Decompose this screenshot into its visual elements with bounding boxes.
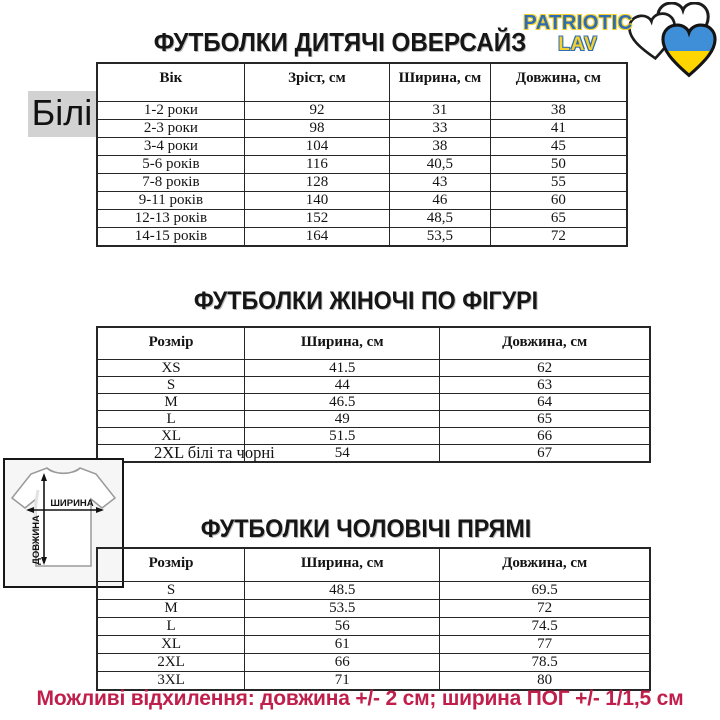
table-title-kids: ФУТБОЛКИ ДИТЯЧІ ОВЕРСАЙЗ: [153, 27, 527, 57]
table-cell: XS: [97, 359, 245, 376]
table-row: [97, 410, 650, 427]
table-cell: 66: [245, 653, 440, 671]
table-cell: 7-8 років: [97, 173, 244, 191]
table-title-men: ФУТБОЛКИ ЧОЛОВІЧІ ПРЯМІ: [200, 515, 532, 543]
table-cell: 98: [244, 119, 389, 137]
table-cell: 41.5: [245, 359, 440, 376]
table-cell: XL: [97, 635, 245, 653]
table-row: [97, 101, 627, 119]
column-header: Довжина, см: [440, 548, 650, 581]
table-cell: 46.5: [245, 393, 440, 410]
column-header: Вік: [97, 63, 244, 101]
brand-logo-line2: LAV: [558, 34, 598, 55]
table-cell: 2XL білі та чорні: [97, 444, 245, 462]
table-cell: 56: [245, 617, 440, 635]
table-row: [97, 359, 650, 376]
column-header: Довжина, см: [490, 63, 627, 101]
table-row: [97, 599, 650, 617]
column-header: Ширина, см: [245, 327, 440, 359]
table-cell: 74.5: [440, 617, 650, 635]
table-cell: 38: [390, 137, 491, 155]
table-cell: 164: [244, 227, 389, 246]
table-cell: 80: [440, 671, 650, 690]
kids-size-table-wrap: [96, 62, 628, 247]
table-cell: M: [97, 393, 245, 410]
table-cell: 43: [390, 173, 491, 191]
column-header: Довжина, см: [440, 327, 650, 359]
table-row: [97, 227, 627, 246]
table-cell: 45: [490, 137, 627, 155]
table-cell: M: [97, 599, 245, 617]
table-cell: 49: [245, 410, 440, 427]
table-cell: 62: [440, 359, 650, 376]
men-size-table-wrap: [96, 547, 651, 691]
table-cell: L: [97, 617, 245, 635]
table-row: [97, 376, 650, 393]
table-cell: 140: [244, 191, 389, 209]
table-row: [97, 191, 627, 209]
table-cell: 31: [390, 101, 491, 119]
table-cell: 41: [490, 119, 627, 137]
table-cell: 61: [245, 635, 440, 653]
table-row: [97, 155, 627, 173]
header-row: [97, 327, 650, 359]
table-cell: 71: [245, 671, 440, 690]
column-header: Розмір: [97, 327, 245, 359]
table-cell: 3-4 роки: [97, 137, 244, 155]
table-cell: 72: [490, 227, 627, 246]
brand-logo: [514, 13, 642, 55]
table-cell: 78.5: [440, 653, 650, 671]
table-cell: 12-13 років: [97, 209, 244, 227]
table-cell: 40,5: [390, 155, 491, 173]
kids-size-table: [96, 62, 628, 247]
flag-heart-icon: [663, 25, 715, 75]
table-cell: 54: [245, 444, 440, 462]
brand-logo-line1: PATRIOTIC: [523, 12, 633, 34]
table-cell: 9-11 років: [97, 191, 244, 209]
table-row: [97, 137, 627, 155]
table-row: [97, 173, 627, 191]
table-cell: 72: [440, 599, 650, 617]
table-cell: 53.5: [245, 599, 440, 617]
table-row: [97, 653, 650, 671]
column-header: Розмір: [97, 548, 245, 581]
column-header: Зріст, см: [244, 63, 389, 101]
table-cell: 53,5: [390, 227, 491, 246]
table-cell: 46: [390, 191, 491, 209]
table-cell: 14-15 років: [97, 227, 244, 246]
table-cell: 3XL: [97, 671, 245, 690]
header-row: [97, 548, 650, 581]
width-label: ШИРИНА: [50, 498, 94, 509]
table-cell: 152: [244, 209, 389, 227]
table-cell: XL: [97, 427, 245, 444]
table-cell: S: [97, 376, 245, 393]
table-cell: 116: [244, 155, 389, 173]
table-cell: 1-2 роки: [97, 101, 244, 119]
table-row: [97, 444, 650, 462]
arrowhead-left: [26, 507, 34, 513]
table-cell: L: [97, 410, 245, 427]
table-cell: 55: [490, 173, 627, 191]
table-cell: 5-6 років: [97, 155, 244, 173]
table-row: [97, 427, 650, 444]
table-cell: 2XL: [97, 653, 245, 671]
table-cell: 63: [440, 376, 650, 393]
women-size-table: [96, 326, 651, 463]
table-cell: 60: [490, 191, 627, 209]
table-row: [97, 581, 650, 599]
length-label: ДОВЖИНА: [31, 515, 42, 565]
table-cell: 67: [440, 444, 650, 462]
table-cell: 128: [244, 173, 389, 191]
table-cell: 48,5: [390, 209, 491, 227]
table-cell: 77: [440, 635, 650, 653]
table-row: [97, 393, 650, 410]
tolerance-note: Можливі відхилення: довжина +/- 2 см; ширина ПОГ +/- 1/1,5 см: [36, 687, 684, 710]
table-cell: 48.5: [245, 581, 440, 599]
header-row: [97, 63, 627, 101]
table-row: [97, 617, 650, 635]
table-title-women: ФУТБОЛКИ ЖІНОЧІ ПО ФІГУРІ: [193, 287, 539, 315]
column-header: Ширина, см: [390, 63, 491, 101]
table-cell: 33: [390, 119, 491, 137]
table-cell: 2-3 роки: [97, 119, 244, 137]
table-row: [97, 209, 627, 227]
table-cell: 44: [245, 376, 440, 393]
table-cell: 66: [440, 427, 650, 444]
table-cell: 65: [440, 410, 650, 427]
color-variant-label: Білі: [28, 91, 96, 137]
table-cell: S: [97, 581, 245, 599]
table-cell: 38: [490, 101, 627, 119]
table-cell: 50: [490, 155, 627, 173]
men-size-table: [96, 547, 651, 691]
women-size-table-wrap: [96, 326, 651, 463]
table-row: [97, 635, 650, 653]
column-header: Ширина, см: [245, 548, 440, 581]
table-cell: 92: [244, 101, 389, 119]
table-cell: 51.5: [245, 427, 440, 444]
table-cell: 65: [490, 209, 627, 227]
table-row: [97, 119, 627, 137]
table-cell: 64: [440, 393, 650, 410]
table-cell: 104: [244, 137, 389, 155]
table-cell: 69.5: [440, 581, 650, 599]
